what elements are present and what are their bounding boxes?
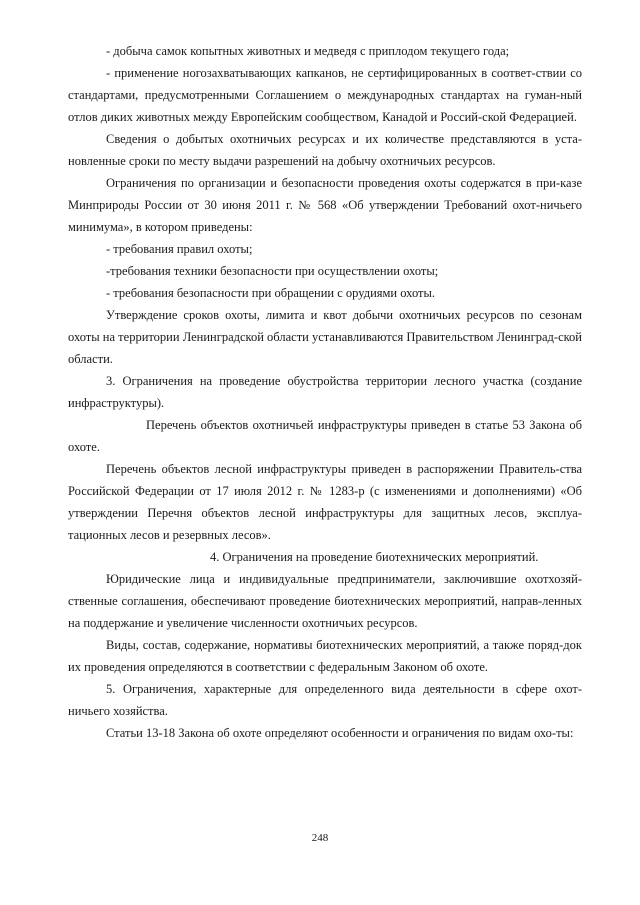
paragraph-16: Статьи 13-18 Закона об охоте определяют особенности и ограничения по видам охо-ты: [106, 726, 574, 740]
paragraph-5: - требования правил охоты; [106, 242, 253, 256]
paragraph-10: Перечень объектов охотничьей инфраструктуры приведен в статье 53 Закона об охоте. [68, 418, 582, 454]
paragraph-15: 5. Ограничения, характерные для определенного вида деятельности в сфере охот-ничьего хозяйства. [68, 682, 582, 718]
paragraph-7: - требования безопасности при обращении с орудиями охоты. [106, 286, 436, 300]
paragraph-3: Сведения о добытых охотничьих ресурсах и их количестве представляются в уста-новленные сроки по месту выдачи разрешений на добычу охотничьих ресурсов. [68, 132, 582, 168]
paragraph-13: Юридические лица и индивидуальные предприниматели, заключившие охотхозяй-ственные соглашения, обеспечивают проведение биотехнических мероприятий, направ-ленных на поддержание и увеличение численности охотничьих ресурсов. [68, 572, 582, 630]
paragraph-2: - применение ногозахватывающих капканов, не сертифицированных в соответ-ствии со стандартами, предусмотренными Соглашением о международных стандартах на гуман-ный отлов диких животных между Европейским сообществом, Канадой и Россий-ской Федерацией. [68, 66, 582, 124]
body-text [68, 40, 582, 744]
paragraph-1: - добыча самок копытных животных и медведя с приплодом текущего года; [106, 44, 510, 58]
section-heading-4: 4. Ограничения на проведение биотехнических мероприятий. [210, 550, 539, 564]
paragraph-14: Виды, состав, содержание, нормативы биотехнических мероприятий, а также поряд-док их проведения определяются в соответствии с федеральным Законом об охоте. [68, 638, 582, 674]
paragraph-9: 3. Ограничения на проведение обустройства территории лесного участка (создание инфраструктуры). [68, 374, 582, 410]
paragraph-4: Ограничения по организации и безопасности проведения охоты содержатся в при-казе Минприроды России от 30 июня 2011 г. № 568 «Об утверждении Требований охот-ничьего минимума», в котором приведены: [68, 176, 582, 234]
paragraph-6: -требования техники безопасности при осуществлении охоты; [106, 264, 439, 278]
page-number: 248 [311, 832, 329, 844]
paragraph-8: Утверждение сроков охоты, лимита и квот добычи охотничьих ресурсов по сезонам охоты на территории Ленинградской области устанавливаются Правительством Ленинград-ской области. [68, 308, 582, 366]
paragraph-11: Перечень объектов лесной инфраструктуры приведен в распоряжении Правитель-ства Российской Федерации от 17 июля 2012 г. № 1283-р (с изменениями и дополнениями) «Об утверждении Перечня объектов лесной инфраструктуры для защитных лесов, эксплуа-тационных лесов и резервных лесов». [68, 462, 582, 542]
